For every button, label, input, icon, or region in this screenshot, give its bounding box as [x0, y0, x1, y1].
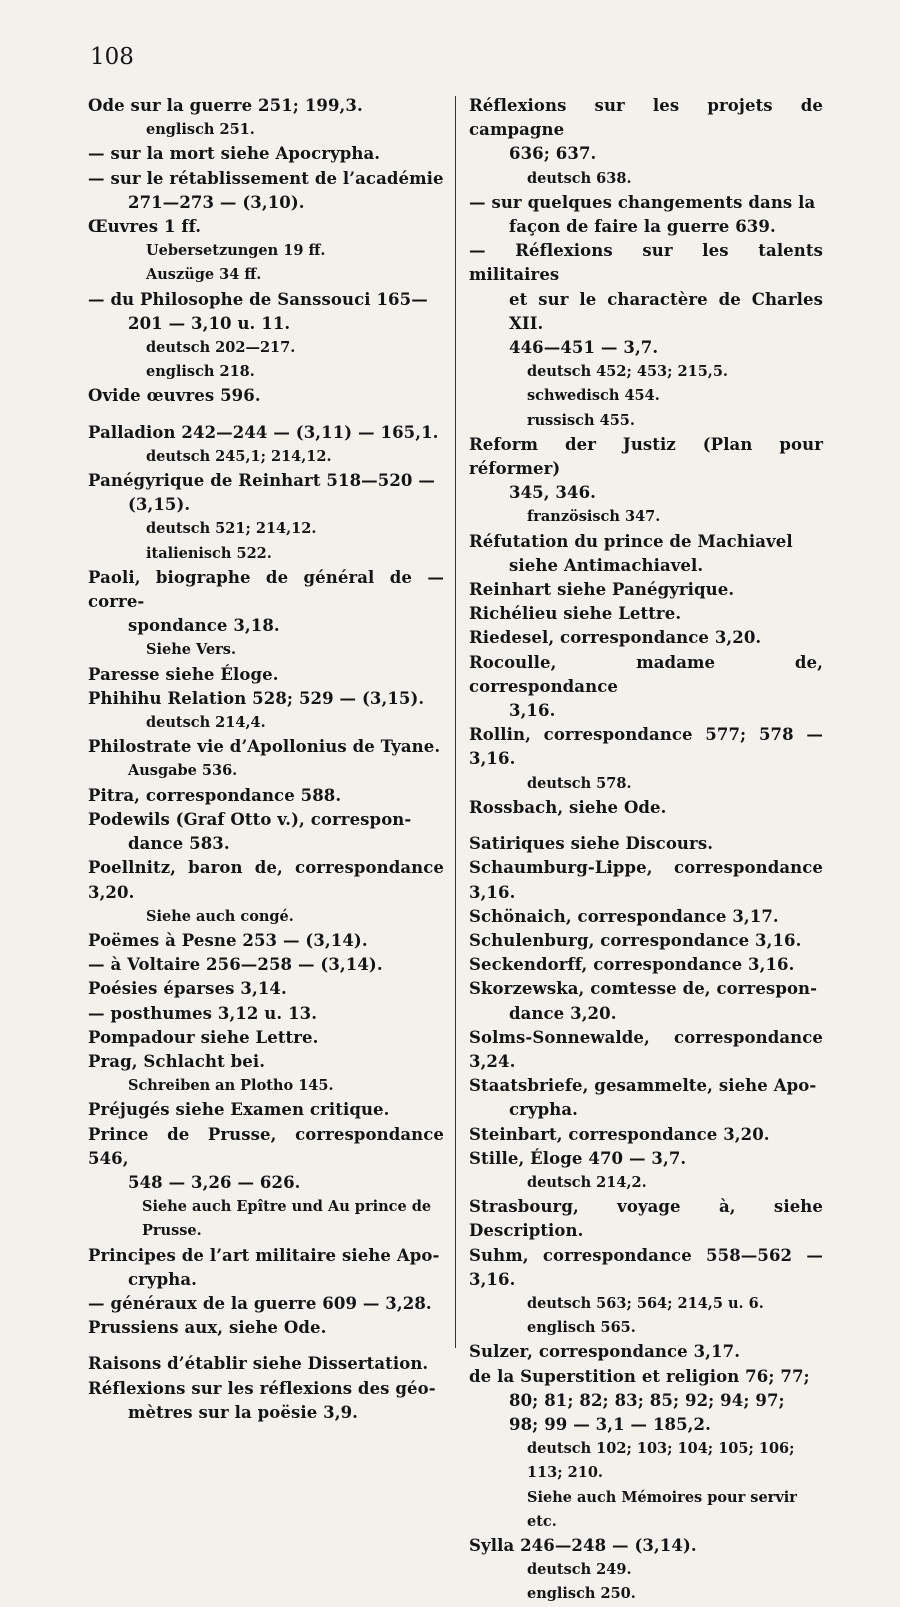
- index-subentry: englisch 218.: [146, 363, 255, 381]
- index-entry-line: Sylla 246—248 — (3,14).: [469, 1535, 697, 1555]
- index-subentry: deutsch 214,2.: [527, 1173, 647, 1191]
- index-entry-continuation: 636; 637.: [509, 144, 597, 164]
- index-entry: [469, 94, 823, 167]
- index-entry: [469, 832, 823, 856]
- index-entry: [88, 142, 444, 166]
- index-subentry: deutsch 563; 564; 214,5 u. 6.: [527, 1294, 764, 1312]
- index-entry-line: Riedesel, correspondance 3,20.: [469, 628, 762, 648]
- index-entry-line: Palladion 242—244 — (3,11) — 165,1.: [88, 422, 439, 442]
- index-entry-line: Prag, Schlacht bei.: [88, 1051, 266, 1071]
- index-entry-line: Poésies éparses 3,14.: [88, 979, 287, 999]
- index-entry: [88, 1002, 444, 1026]
- index-subentry: Uebersetzungen 19 ff.: [146, 242, 326, 260]
- index-subentry: deutsch 521; 214,12.: [146, 520, 317, 538]
- index-entry: [88, 1292, 444, 1316]
- index-entry: [88, 784, 444, 808]
- index-entry: [469, 856, 823, 904]
- index-entry: [469, 602, 823, 626]
- index-entry-continuation: dance 3,20.: [509, 1003, 617, 1023]
- index-subentry: deutsch 638.: [527, 169, 632, 187]
- index-entry: [469, 1244, 823, 1292]
- page-number: 108: [90, 44, 134, 70]
- index-entry: [469, 953, 823, 977]
- index-entry-line: Ode sur la guerre 251; 199,3.: [88, 96, 363, 115]
- index-entry: [469, 239, 823, 360]
- index-entry-line: Panégyrique de Reinhart 518—520 —: [88, 471, 435, 491]
- index-entry-line: Satiriques siehe Discours.: [469, 834, 714, 854]
- index-entry: [469, 977, 823, 1025]
- index-entry-line: Ovide œuvres 596.: [88, 386, 261, 406]
- index-entry-line: Sulzer, correspondance 3,17.: [469, 1342, 741, 1362]
- index-entry-line: Schönaich, correspondance 3,17.: [469, 906, 779, 926]
- index-entry: [88, 687, 444, 711]
- index-subentry: deutsch 452; 453; 215,5.: [527, 363, 728, 381]
- index-entry: [88, 1352, 444, 1376]
- index-entry: [469, 1123, 823, 1147]
- index-entry-line: — posthumes 3,12 u. 13.: [88, 1003, 318, 1023]
- index-entry-line: Seckendorff, correspondance 3,16.: [469, 955, 795, 975]
- index-entry-line: Steinbart, correspondance 3,20.: [469, 1124, 770, 1144]
- index-entry: [88, 1123, 444, 1196]
- index-entry: [88, 953, 444, 977]
- index-entry-line: Philostrate vie d’Apollonius de Tyane.: [88, 737, 441, 757]
- index-entry: [469, 626, 823, 650]
- index-entry: [88, 808, 444, 856]
- index-entry: [88, 167, 444, 215]
- index-subentry: Siehe auch Epître und Au prince de Prusse.: [142, 1198, 432, 1240]
- index-entry-line: de la Superstition et religion 76; 77;: [469, 1366, 810, 1386]
- left-column: [88, 94, 444, 1425]
- index-entry: [88, 856, 444, 904]
- index-entry-line: Stille, Éloge 470 — 3,7.: [469, 1148, 687, 1168]
- index-entry: [88, 735, 444, 759]
- index-entry-line: Préjugés siehe Examen critique.: [88, 1100, 390, 1120]
- index-entry-line: Poellnitz, baron de, correspondance 3,20.: [88, 858, 444, 902]
- index-entry-line: — sur le rétablissement de l’académie: [88, 168, 444, 188]
- index-subentry: Siehe auch Mémoires pour servir etc.: [527, 1488, 797, 1530]
- index-entry-continuation: crypha.: [128, 1269, 197, 1289]
- index-entry: [469, 651, 823, 724]
- index-entry-line: Schulenburg, correspondance 3,16.: [469, 930, 802, 950]
- index-entry: [88, 421, 444, 445]
- index-entry-line: Pompadour siehe Lettre.: [88, 1027, 319, 1047]
- index-entry: [88, 215, 444, 239]
- index-entry-continuation: 80; 81; 82; 83; 85; 92; 94; 97;: [509, 1390, 785, 1410]
- index-subentry: Siehe Vers.: [146, 641, 237, 659]
- index-entry-line: Réflexions sur les réflexions des géo-: [88, 1378, 436, 1398]
- column-divider: [455, 96, 456, 1348]
- index-subentry: Auszüge 34 ff.: [146, 266, 262, 284]
- index-entry: [469, 929, 823, 953]
- index-entry: [469, 433, 823, 506]
- index-subentry: deutsch 245,1; 214,12.: [146, 447, 332, 465]
- index-entry-continuation: 345, 346.: [509, 483, 597, 503]
- index-entry-continuation: 548 — 3,26 — 626.: [128, 1172, 301, 1192]
- index-entry-continuation: (3,15).: [128, 495, 191, 515]
- index-entry-line: Schaumburg-Lippe, correspondance 3,16.: [469, 858, 823, 902]
- index-subentry: Siehe auch congé.: [146, 907, 294, 925]
- index-entry: [469, 1365, 823, 1438]
- index-entry: [469, 530, 823, 578]
- index-entry-line: Réflexions sur les projets de campagne: [469, 96, 823, 140]
- index-entry: [469, 1534, 823, 1558]
- index-entry: [88, 977, 444, 1001]
- index-entry-line: Rocoulle, madame de, correspondance: [469, 652, 823, 696]
- index-entry-continuation: 446—451 — 3,7.: [509, 338, 659, 358]
- index-entry: [469, 796, 823, 820]
- index-entry: [88, 288, 444, 336]
- index-entry: [88, 663, 444, 687]
- index-entry: [88, 1377, 444, 1425]
- index-subentry: deutsch 214,4.: [146, 714, 266, 732]
- index-entry-line: Raisons d’établir siehe Dissertation.: [88, 1354, 429, 1374]
- index-entry-line: — à Voltaire 256—258 — (3,14).: [88, 955, 383, 975]
- index-entry-line: Staatsbriefe, gesammelte, siehe Apo-: [469, 1076, 817, 1096]
- index-entry: [88, 1050, 444, 1074]
- index-entry-line: Solms-Sonnewalde, correspondance 3,24.: [469, 1027, 823, 1071]
- index-entry-continuation: 98; 99 — 3,1 — 185,2.: [509, 1414, 711, 1434]
- index-subentry: deutsch 249.: [527, 1561, 632, 1579]
- index-entry-line: — sur quelques changements dans la: [469, 192, 816, 212]
- index-entry-line: Podewils (Graf Otto v.), correspon-: [88, 809, 412, 829]
- index-entry-line: — sur la mort siehe Apocrypha.: [88, 144, 381, 164]
- index-entry: [88, 1244, 444, 1292]
- index-subentry: französisch 347.: [527, 508, 661, 526]
- index-entry-line: — du Philosophe de Sanssouci 165—: [88, 289, 428, 309]
- index-entry-continuation: 271—273 — (3,10).: [128, 192, 305, 212]
- index-entry-line: Richélieu siehe Lettre.: [469, 604, 682, 624]
- index-entry: [469, 1026, 823, 1074]
- index-entry-line: Rossbach, siehe Ode.: [469, 797, 667, 817]
- index-entry-continuation: façon de faire la guerre 639.: [509, 217, 776, 237]
- index-entry-continuation: dance 583.: [128, 834, 230, 854]
- index-entry-continuation: 3,16.: [509, 701, 556, 721]
- index-entry: [88, 384, 444, 408]
- index-subentry: deutsch 202—217.: [146, 339, 296, 357]
- index-entry: [88, 1098, 444, 1122]
- section-gap: [469, 820, 823, 832]
- index-entry-line: Skorzewska, comtesse de, correspon-: [469, 979, 818, 999]
- index-entry: [88, 929, 444, 953]
- right-column: [469, 94, 823, 1607]
- index-entry: [469, 578, 823, 602]
- index-entry-continuation: mètres sur la poësie 3,9.: [128, 1402, 359, 1422]
- index-entry: [469, 905, 823, 929]
- index-entry-line: Reform der Justiz (Plan pour réformer): [469, 434, 823, 479]
- index-entry-line: — généraux de la guerre 609 — 3,28.: [88, 1293, 432, 1313]
- index-entry-continuation: crypha.: [509, 1100, 578, 1120]
- index-subentry: schwedisch 454.: [527, 387, 660, 405]
- index-entry-line: Œuvres 1 ff.: [88, 217, 202, 237]
- index-subentry: Ausgabe 536.: [128, 762, 238, 780]
- index-entry-line: Strasbourg, voyage à, siehe Description.: [469, 1197, 823, 1241]
- index-subentry: deutsch 102; 103; 104; 105; 106; 113; 210.: [527, 1440, 795, 1482]
- index-entry-continuation: 201 — 3,10 u. 11.: [128, 313, 291, 333]
- index-entry-line: Poëmes à Pesne 253 — (3,14).: [88, 930, 368, 950]
- index-entry: [469, 1147, 823, 1171]
- index-subentry: Schreiben an Plotho 145.: [128, 1077, 334, 1095]
- section-gap: [88, 409, 444, 421]
- index-entry: [469, 1340, 823, 1364]
- index-entry: [88, 1316, 444, 1340]
- index-entry-continuation: et sur le charactère de Charles XII.: [509, 289, 823, 333]
- index-entry-continuation: spondance 3,18.: [128, 616, 280, 636]
- index-entry-line: Paoli, biographe de général de — corre-: [88, 567, 444, 612]
- index-entry-line: Suhm, correspondance 558—562 — 3,16.: [469, 1245, 823, 1289]
- index-entry: [88, 469, 444, 517]
- index-entry-line: Paresse siehe Éloge.: [88, 664, 279, 684]
- index-entry-line: Réfutation du prince de Machiavel: [469, 531, 793, 551]
- index-entry: [88, 566, 444, 639]
- index-entry-line: Reinhart siehe Panégyrique.: [469, 580, 735, 600]
- index-entry-line: Rollin, correspondance 577; 578 — 3,16.: [469, 725, 823, 769]
- index-entry: [469, 1074, 823, 1122]
- index-entry-line: — Réflexions sur les talents militaires: [469, 241, 823, 285]
- index-entry-line: Phihihu Relation 528; 529 — (3,15).: [88, 688, 425, 708]
- section-gap: [88, 1340, 444, 1352]
- index-subentry: italienisch 522.: [146, 544, 272, 562]
- index-subentry: englisch 565.: [527, 1319, 636, 1337]
- index-entry-line: Pitra, correspondance 588.: [88, 785, 342, 805]
- index-subentry: deutsch 578.: [527, 774, 632, 792]
- index-entry: [469, 1195, 823, 1243]
- index-subentry: englisch 251.: [146, 121, 255, 139]
- index-entry-continuation: siehe Antimachiavel.: [509, 555, 704, 575]
- index-entry-line: Prussiens aux, siehe Ode.: [88, 1318, 327, 1338]
- index-entry-line: Prince de Prusse, correspondance 546,: [88, 1124, 444, 1168]
- index-entry-line: Principes de l’art militaire siehe Apo-: [88, 1245, 440, 1265]
- index-subentry: russisch 455.: [527, 411, 635, 429]
- index-entry: [469, 191, 823, 239]
- index-subentry: englisch 250.: [527, 1585, 636, 1603]
- index-entry: [469, 723, 823, 771]
- index-entry: [88, 94, 444, 118]
- index-entry: [88, 1026, 444, 1050]
